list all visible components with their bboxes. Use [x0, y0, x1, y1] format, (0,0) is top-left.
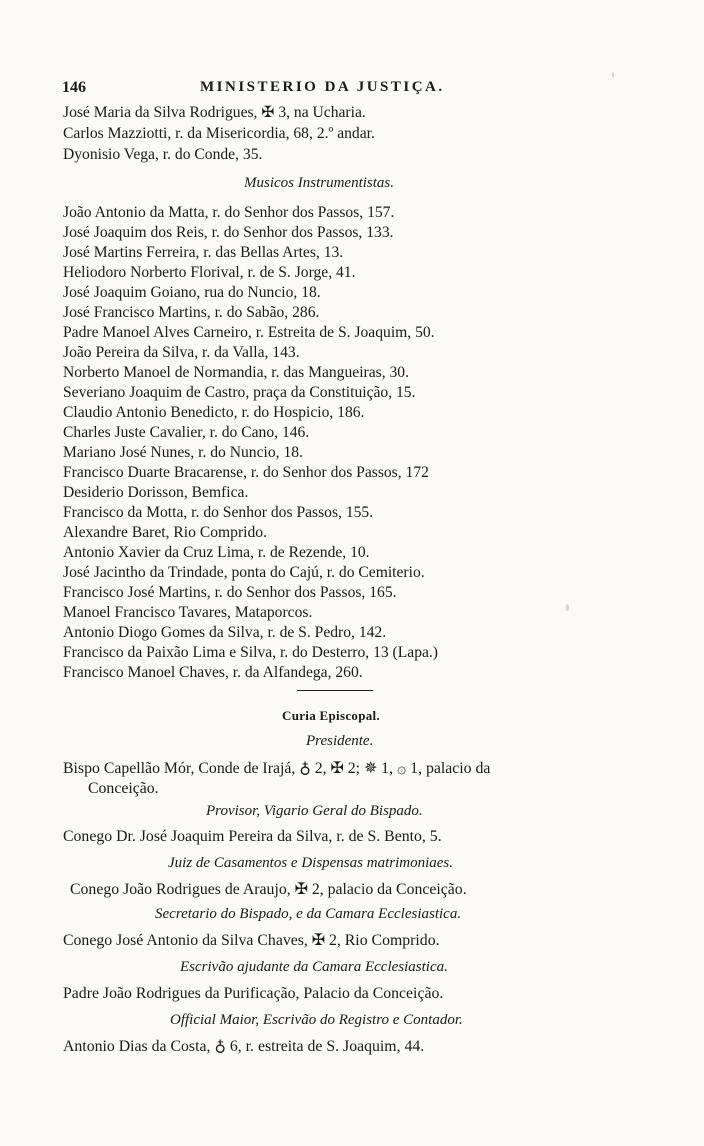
list-item-continuation: Conceição. [88, 780, 159, 797]
section-divider [297, 690, 373, 691]
list-item: Alexandre Baret, Rio Comprido. [63, 524, 267, 541]
section-heading-curia: Curia Episcopal. [282, 708, 380, 723]
list-item: Francisco Duarte Bracarense, r. do Senhor dos Passos, 172 [63, 464, 429, 481]
list-item: Desiderio Dorisson, Bemfica. [63, 484, 249, 501]
list-item: Mariano José Nunes, r. do Nuncio, 18. [63, 444, 303, 461]
list-item: Charles Juste Cavalier, r. do Cano, 146. [63, 424, 310, 441]
list-item: Conego José Antonio da Silva Chaves, ✠ 2, Rio Comprido. [63, 932, 440, 949]
list-item: Conego Dr. José Joaquim Pereira da Silva, r. de S. Bento, 5. [63, 828, 442, 845]
list-item: Heliodoro Norberto Florival, r. de S. Jorge, 41. [63, 264, 356, 281]
list-item: Padre Manoel Alves Carneiro, r. Estreita de S. Joaquim, 50. [63, 324, 435, 341]
list-item: João Antonio da Matta, r. do Senhor dos Passos, 157. [63, 204, 395, 221]
caption-presidente: Presidente. [306, 733, 374, 749]
list-item: Francisco José Martins, r. do Senhor dos Passos, 165. [63, 584, 397, 601]
list-item: José Maria da Silva Rodrigues, ✠ 3, na Ucharia. [63, 104, 366, 121]
list-item: José Jacintho da Trindade, ponta do Cajú, r. do Cemiterio. [63, 564, 425, 581]
list-item: Claudio Antonio Benedicto, r. do Hospicio, 186. [63, 404, 365, 421]
list-item: Bispo Capellão Mór, Conde de Irajá, ♁ 2, ✠ 2; ✵ 1, ۞ 1, palacio da [63, 760, 491, 777]
running-title: MINISTERIO DA JUSTIÇA. [200, 79, 445, 95]
list-item: Carlos Mazziotti, r. da Misericordia, 68, 2.º andar. [63, 125, 375, 142]
page-header [62, 79, 492, 101]
list-item: José Joaquim Goiano, rua do Nuncio, 18. [63, 284, 321, 301]
list-item: José Joaquim dos Reis, r. do Senhor dos Passos, 133. [63, 224, 394, 241]
list-item: João Pereira da Silva, r. da Valla, 143. [63, 344, 300, 361]
list-item: Severiano Joaquim de Castro, praça da Constituição, 15. [63, 384, 416, 401]
list-item: Francisco da Motta, r. do Senhor dos Passos, 155. [63, 504, 374, 521]
list-item: Francisco Manoel Chaves, r. da Alfandega, 260. [63, 664, 363, 681]
list-item: Dyonisio Vega, r. do Conde, 35. [63, 146, 263, 163]
paper-mark [566, 604, 569, 611]
page-number: 146 [62, 79, 86, 96]
list-item: Norberto Manoel de Normandia, r. das Mangueiras, 30. [63, 364, 410, 381]
caption-official: Official Maior, Escrivão do Registro e Contador. [170, 1012, 463, 1028]
caption-escrivao: Escrivão ajudante da Camara Ecclesiastica. [180, 959, 448, 975]
caption-juiz: Juiz de Casamentos e Dispensas matrimoniaes. [168, 855, 453, 871]
section-caption-musicos: Musicos Instrumentistas. [244, 175, 394, 191]
list-item: Antonio Dias da Costa, ♁ 6, r. estreita de S. Joaquim, 44. [63, 1038, 425, 1055]
list-item: Antonio Xavier da Cruz Lima, r. de Rezende, 10. [63, 544, 370, 561]
paper-mark [612, 72, 614, 78]
caption-secretario: Secretario do Bispado, e da Camara Ecclesiastica. [155, 906, 462, 922]
list-item: José Martins Ferreira, r. das Bellas Artes, 13. [63, 244, 344, 261]
list-item: Conego João Rodrigues de Araujo, ✠ 2, palacio da Conceição. [70, 881, 467, 898]
list-item: José Francisco Martins, r. do Sabão, 286. [63, 304, 320, 321]
caption-provisor: Provisor, Vigario Geral do Bispado. [206, 803, 423, 819]
list-item: Francisco da Paixão Lima e Silva, r. do Desterro, 13 (Lapa.) [63, 644, 439, 661]
list-item: Padre João Rodrigues da Purificação, Palacio da Conceição. [63, 985, 444, 1002]
list-item: Antonio Diogo Gomes da Silva, r. de S. Pedro, 142. [63, 624, 387, 641]
list-item: Manoel Francisco Tavares, Mataporcos. [63, 604, 313, 621]
